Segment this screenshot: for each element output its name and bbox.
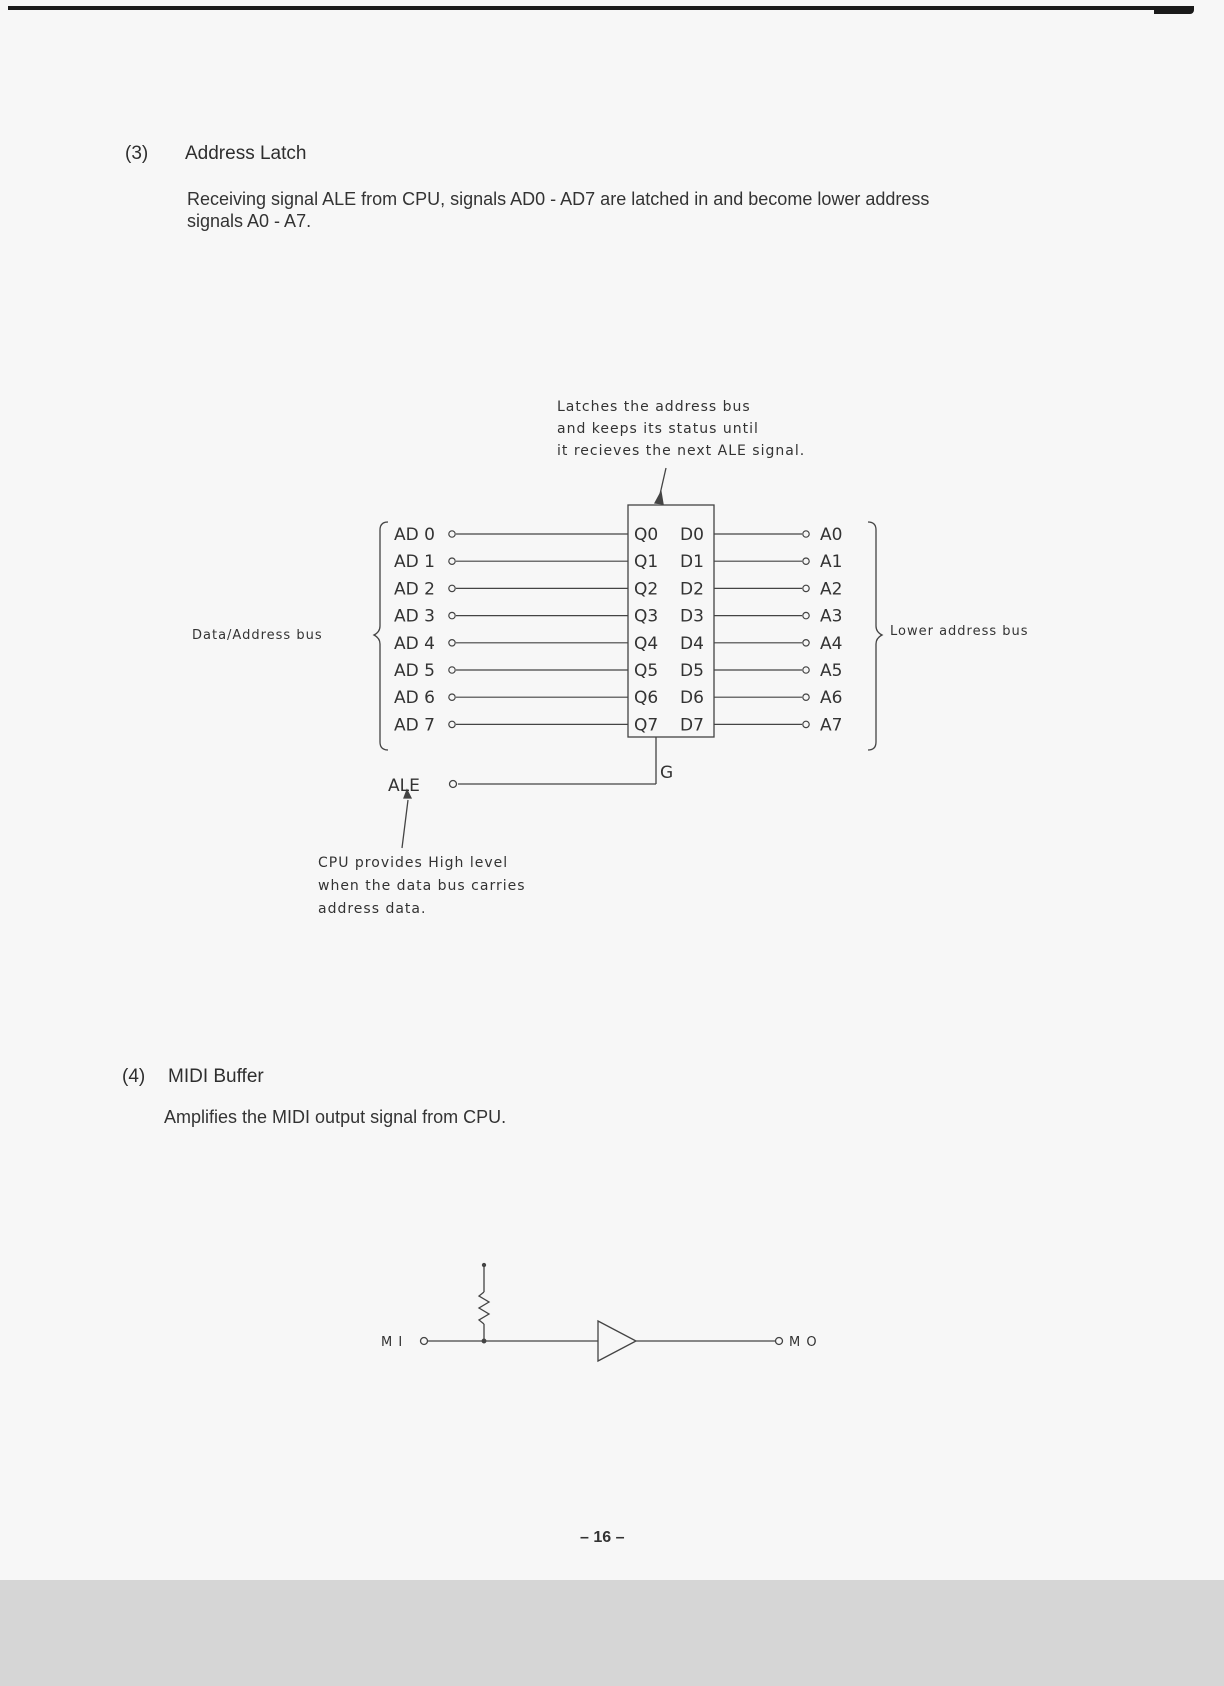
section-3-title: Address Latch (185, 143, 307, 164)
d-pin-label: D5 (680, 661, 704, 681)
page-number: – 16 – (580, 1529, 625, 1546)
output-pin-label: A0 (820, 525, 843, 545)
midi-buffer-diagram (0, 1245, 1224, 1385)
d-pin-label: D6 (680, 688, 704, 709)
input-terminal (449, 531, 455, 537)
d-pin-label: D3 (680, 606, 704, 627)
q-pin-label: Q4 (634, 633, 659, 654)
data-address-bus-label: Data/Address bus (192, 628, 323, 643)
input-terminal (449, 585, 455, 591)
output-pin-label: A1 (820, 552, 843, 573)
input-pin-label: AD 3 (394, 606, 435, 627)
midi-input-terminal (421, 1338, 428, 1345)
midi-input-label: M I (381, 1335, 404, 1350)
latch-note-line-2: and keeps its status until (557, 421, 759, 437)
output-pin-label: A6 (820, 688, 843, 709)
input-pin-label: AD 2 (394, 579, 435, 600)
input-pin-label: AD 0 (394, 525, 435, 545)
output-terminal (803, 531, 809, 537)
ale-note-line-1: CPU provides High level (318, 855, 509, 871)
section-3-body-line-1: Receiving signal ALE from CPU, signals AD0 - AD7 are latched in and become lower address (187, 189, 930, 209)
input-pin-label: AD 5 (394, 661, 435, 681)
gate-pin-label: G (660, 763, 674, 783)
q-pin-label: Q5 (634, 661, 659, 681)
latch-note-line-3: it recieves the next ALE signal. (557, 443, 806, 459)
output-terminal (803, 694, 809, 700)
q-pin-label: Q0 (634, 525, 659, 545)
input-terminal (449, 640, 455, 646)
input-pin-label: AD 4 (394, 633, 435, 654)
input-pin-label: AD 6 (394, 688, 435, 709)
d-pin-label: D2 (680, 579, 704, 600)
output-terminal (803, 721, 809, 727)
output-pin-label: A4 (820, 633, 843, 654)
input-terminal (449, 694, 455, 700)
input-terminal (449, 558, 455, 564)
lower-address-bus-label: Lower address bus (890, 624, 1029, 639)
output-pin-label: A5 (820, 661, 843, 681)
section-4-body: Amplifies the MIDI output signal from CPU. (164, 1107, 507, 1127)
top-rule (8, 6, 1194, 10)
d-pin-label: D0 (680, 525, 704, 545)
d-pin-label: D1 (680, 552, 704, 573)
q-pin-label: Q3 (634, 606, 659, 627)
d-pin-label: D7 (680, 715, 704, 736)
ale-note-line-3: address data. (318, 901, 427, 917)
output-pin-label: A2 (820, 579, 843, 600)
pull-up-resistor (479, 1292, 489, 1324)
ale-note-line-2: when the data bus carries (318, 878, 526, 894)
q-pin-label: Q7 (634, 715, 659, 736)
midi-output-terminal (776, 1338, 783, 1345)
output-terminal (803, 585, 809, 591)
section-4-title: MIDI Buffer (168, 1066, 264, 1087)
section-3-number: (3) (125, 143, 149, 164)
input-pin-label: AD 1 (394, 552, 435, 573)
ale-label: ALE (388, 776, 420, 796)
q-pin-label: Q2 (634, 579, 659, 600)
output-pin-label: A3 (820, 606, 843, 627)
output-terminal (803, 612, 809, 618)
scan-bottom-band (0, 1580, 1224, 1686)
latch-note-line-1: Latches the address bus (557, 399, 751, 415)
output-terminal (803, 558, 809, 564)
input-terminal (449, 721, 455, 727)
d-pin-label: D4 (680, 633, 704, 654)
output-terminal (803, 640, 809, 646)
section-3-body-line-2: signals A0 - A7. (187, 211, 312, 231)
input-pin-label: AD 7 (394, 715, 435, 736)
buffer-amplifier (598, 1321, 636, 1361)
output-terminal (803, 667, 809, 673)
input-terminal (449, 612, 455, 618)
output-pin-label: A7 (820, 715, 843, 736)
q-pin-label: Q1 (634, 552, 659, 573)
midi-output-label: M O (789, 1335, 818, 1350)
input-terminal (449, 667, 455, 673)
section-4-number: (4) (122, 1066, 146, 1087)
q-pin-label: Q6 (634, 688, 659, 709)
address-latch-diagram (0, 380, 1224, 940)
